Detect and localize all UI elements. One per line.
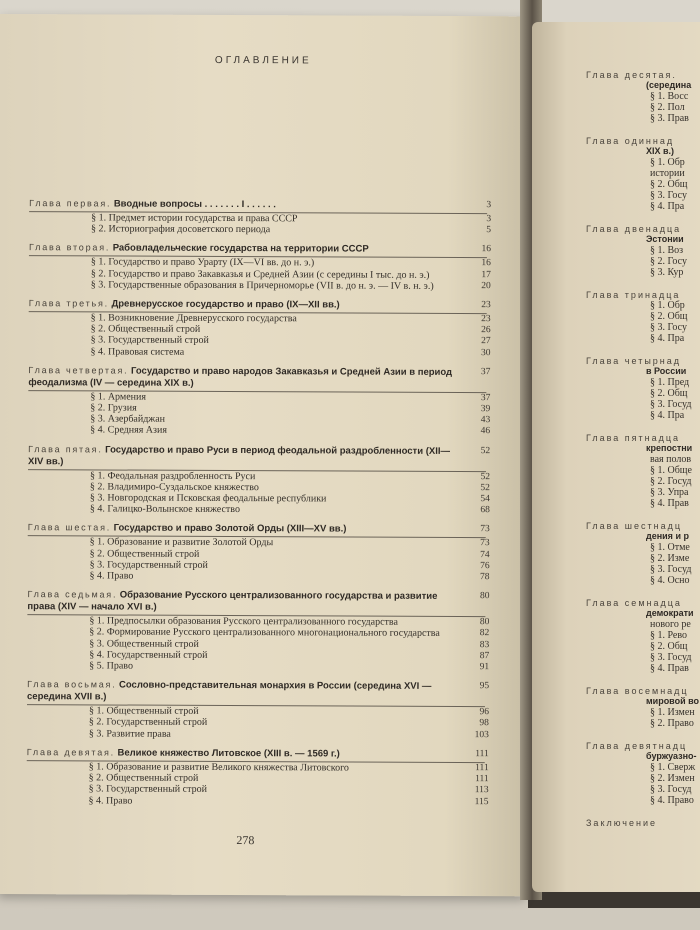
- section-title: § 1. Феодальная раздробленность Руси: [89, 470, 256, 482]
- section-title: § 2. Владимиро-Суздальское княжество: [89, 481, 259, 493]
- right-table-of-contents: [586, 70, 700, 840]
- chapter-block: [26, 746, 489, 808]
- section-row: [27, 660, 490, 673]
- section-page: 17: [481, 269, 491, 280]
- section-title: § 4. Галицко-Волынское княжество: [89, 503, 240, 516]
- section-page: 68: [480, 505, 490, 516]
- right-chapter-number: Глава четырнад: [586, 356, 682, 366]
- right-page: [532, 22, 700, 892]
- right-chapter-number: Заключение: [586, 818, 657, 828]
- section-title: § 3. Государственный строй: [90, 334, 209, 347]
- chapter-number: Глава восьмая.: [27, 679, 117, 690]
- section-title: § 1. Предпосылки образования Русского централизованного государства: [89, 615, 398, 629]
- section-title: § 3. Государственный строй: [88, 783, 207, 796]
- right-chapter-block: [586, 433, 700, 509]
- chapter-number: Глава первая.: [29, 198, 112, 209]
- right-chapter-block: [586, 521, 700, 586]
- right-section-row: § 3. Госу: [650, 190, 687, 201]
- section-title: § 1. Образование и развитие Золотой Орды: [89, 536, 274, 549]
- right-chapter-block: [586, 290, 700, 344]
- right-chapter-block: [586, 686, 700, 729]
- right-section-row: § 4. Пра: [650, 410, 685, 421]
- chapter-block: [27, 588, 490, 673]
- chapter-page: 37: [480, 366, 491, 377]
- right-section-row: § 1. Восс: [650, 91, 689, 102]
- right-section-row: § 2. Общ: [650, 388, 688, 399]
- right-chapter-title: в России: [646, 366, 687, 376]
- right-section-row: § 2. Общ: [650, 641, 688, 652]
- section-page: 26: [481, 325, 491, 336]
- section-title: § 2. Общественный строй: [88, 772, 199, 784]
- section-title: § 4. Средняя Азия: [90, 424, 167, 437]
- section-page: 52: [480, 471, 491, 482]
- right-section-row: § 2. Изме: [650, 553, 690, 564]
- section-page: 113: [474, 785, 489, 796]
- section-page: 73: [480, 538, 490, 549]
- section-row: [29, 279, 491, 292]
- section-page: 76: [480, 560, 490, 572]
- right-section-row: § 2. Пол: [650, 102, 685, 113]
- right-chapter-block: [586, 356, 700, 421]
- right-section-row: § 2. Госу: [650, 256, 687, 267]
- section-title: § 3. Азербайджан: [90, 413, 166, 425]
- section-title: § 1. Армения: [90, 391, 146, 403]
- right-section-row: § 4. Осно: [650, 575, 690, 586]
- section-title: § 2. Историография досоветского периода: [91, 223, 271, 236]
- section-title: § 3. Общественный строй: [89, 638, 199, 650]
- section-row: [27, 728, 489, 741]
- section-page: 37: [480, 392, 491, 403]
- chapter-page: 80: [479, 591, 490, 602]
- right-chapter-title: (середина: [646, 80, 692, 90]
- section-row: [27, 794, 489, 808]
- section-title: § 3. Новгородская и Псковская феодальные республики: [89, 492, 327, 505]
- section-page: 111: [475, 762, 489, 774]
- table-of-contents: [26, 197, 492, 815]
- right-chapter-number: Глава одиннад: [586, 136, 675, 146]
- section-title: § 2. Государственный строй: [88, 716, 208, 729]
- section-title: § 4. Право: [89, 570, 134, 582]
- section-title: § 4. Право: [88, 794, 133, 807]
- right-section-row: § 1. Рево: [650, 630, 688, 641]
- section-page: 27: [481, 336, 491, 347]
- section-page: 23: [481, 314, 491, 325]
- section-page: 115: [474, 796, 489, 807]
- right-chapter-number: Глава семнадца: [586, 598, 682, 608]
- section-page: 54: [480, 494, 490, 505]
- right-chapter-number: Глава восемнадц: [586, 686, 689, 696]
- right-chapter-title: мировой во: [646, 696, 700, 706]
- section-page: 74: [480, 549, 490, 560]
- right-chapter-title: демократи: [646, 608, 694, 618]
- section-page: 30: [481, 347, 491, 358]
- section-page: 98: [479, 718, 489, 729]
- right-section-row: § 3. Госуд: [650, 564, 692, 575]
- chapter-heading: [26, 678, 490, 705]
- section-page: 91: [479, 662, 490, 673]
- section-title: § 5. Право: [89, 660, 134, 672]
- chapter-title: Рабовладельческие государства на территории СССР: [112, 242, 369, 256]
- chapter-heading: [27, 588, 490, 615]
- right-section-row: § 2. Общ: [650, 179, 688, 190]
- right-chapter-title: XIX в.): [646, 146, 675, 156]
- chapter-title: Образование Русского централизованного государства и развитие права (XIV — начало XVI в.): [27, 589, 438, 613]
- chapter-page: 111: [475, 748, 489, 760]
- right-chapter-title: Эстонии: [646, 234, 684, 244]
- section-row: [28, 424, 491, 438]
- section-title: § 2. Государство и право Закавказья и Средней Азии (с середины I тыс. до н. э.): [90, 268, 430, 281]
- right-section-row: § 1. Обще: [650, 465, 692, 476]
- right-section-row: истории: [650, 168, 685, 179]
- chapter-title: Государство и право народов Закавказья и Средней Азии в период феодализма (IV — середина XIX в.): [28, 365, 453, 389]
- chapter-title: Великое княжество Литовское (XIII в. — 1569 г.): [117, 747, 340, 760]
- section-page: 3: [486, 214, 492, 225]
- chapter-number: Глава девятая.: [26, 747, 116, 758]
- right-chapter-number: Глава девятнадц: [586, 741, 688, 751]
- page-number: 278: [236, 833, 255, 848]
- section-row: [28, 503, 490, 516]
- chapter-heading: [26, 746, 489, 761]
- section-title: § 3. Развитие права: [88, 728, 171, 740]
- section-page: 43: [480, 415, 491, 426]
- right-chapter-block: [586, 70, 700, 124]
- chapter-block: [28, 364, 491, 438]
- chapter-number: Глава третья.: [28, 298, 109, 309]
- right-chapter-title: дения и р: [646, 531, 689, 541]
- section-page: 82: [479, 628, 490, 639]
- section-page: 16: [481, 258, 491, 269]
- chapter-block: [29, 197, 492, 236]
- right-chapter-title: крепостни: [646, 443, 693, 453]
- right-section-row: § 1. Сверж: [650, 762, 696, 773]
- chapter-heading: [28, 242, 491, 257]
- section-row: [29, 223, 492, 236]
- chapter-heading: [28, 364, 491, 391]
- section-page: 103: [474, 729, 489, 740]
- chapter-page: 23: [481, 300, 491, 311]
- section-page: 83: [479, 639, 490, 650]
- section-title: § 3. Государственные образования в Причерноморье (VII в. до н. э. — IV в. н. э.): [90, 279, 434, 292]
- chapter-page: 3: [486, 200, 492, 211]
- right-section-row: нового ре: [650, 619, 691, 630]
- chapter-heading: [28, 443, 491, 470]
- right-section-row: § 1. Измен: [650, 707, 695, 718]
- right-chapter-block: [586, 598, 700, 674]
- right-chapter-number: Глава шестнадц: [586, 521, 683, 531]
- section-row: [29, 346, 491, 359]
- section-title: § 1. Предмет истории государства и права СССР: [91, 212, 298, 225]
- chapter-number: Глава шестая.: [27, 522, 112, 533]
- chapter-page: 52: [480, 445, 491, 456]
- chapter-page: 95: [479, 681, 490, 692]
- chapter-number: Глава седьмая.: [27, 589, 118, 600]
- right-section-row: § 1. Обр: [650, 157, 685, 168]
- right-chapter-block: [586, 224, 700, 278]
- section-title: § 1. Общественный строй: [88, 705, 199, 718]
- section-title: § 1. Государство и право Урарту (IX—VI вв. до н. э.): [90, 256, 315, 269]
- section-page: 39: [480, 404, 491, 415]
- right-section-row: § 3. Упра: [650, 487, 689, 498]
- section-page: 80: [479, 617, 490, 628]
- right-section-row: § 2. Измен: [650, 773, 695, 784]
- chapter-number: Глава пятая.: [28, 443, 103, 455]
- right-section-row: § 4. Прав: [650, 498, 689, 509]
- right-chapter-number: Глава тринадца: [586, 290, 681, 300]
- right-section-row: § 3. Госуд: [650, 784, 692, 795]
- section-title: § 1. Образование и развитие Великого княжества Литовского: [88, 761, 349, 774]
- chapter-block: [28, 242, 491, 293]
- right-section-row: § 3. Госуд: [650, 399, 692, 410]
- chapter-title: Государство и право Руси в период феодальной раздробленности (XII—XIV вв.): [28, 444, 451, 467]
- right-section-row: § 3. Прав: [650, 113, 689, 124]
- right-section-row: § 2. Общ: [650, 311, 688, 322]
- right-chapter-number: Глава пятнадца: [586, 433, 681, 443]
- chapter-block: [27, 522, 490, 584]
- right-section-row: § 3. Кур: [650, 267, 684, 278]
- section-title: § 2. Формирование Русского централизованного многонационального государства: [89, 626, 440, 640]
- chapter-title: Вводные вопросы . . . . . . . I . . . . . .: [113, 198, 276, 211]
- chapter-page: 73: [480, 524, 490, 535]
- right-chapter-number: Глава десятая.: [586, 70, 677, 80]
- right-chapter-title: буржуазно-: [646, 751, 697, 761]
- right-section-row: § 4. Пра: [650, 333, 685, 344]
- section-page: 52: [480, 482, 490, 493]
- chapter-title: Древнерусское государство и право (IX—XII вв.): [111, 298, 340, 311]
- left-page: [0, 14, 527, 896]
- right-section-row: § 2. Право: [650, 718, 694, 729]
- right-chapter-block: [586, 741, 700, 806]
- chapter-number: Глава четвертая.: [28, 364, 129, 376]
- right-chapter-block: [586, 136, 700, 212]
- chapter-block: [28, 297, 491, 359]
- chapter-heading: [29, 197, 492, 212]
- section-title: § 3. Государственный строй: [89, 559, 208, 571]
- right-section-row: вая полов: [650, 454, 692, 465]
- section-page: 78: [480, 572, 490, 583]
- section-title: § 2. Общественный строй: [89, 548, 200, 560]
- right-section-row: § 1. Обр: [650, 300, 685, 311]
- chapter-number: Глава вторая.: [28, 242, 111, 253]
- page-title: ОГЛАВЛЕНИЕ: [214, 54, 312, 67]
- right-chapter-block: [586, 818, 700, 828]
- section-title: § 4. Правовая система: [90, 346, 185, 358]
- chapter-heading: [28, 297, 491, 312]
- section-page: 111: [475, 774, 489, 785]
- chapter-title: Сословно-представительная монархия в России (середина XVI — середина XVII в.): [26, 679, 432, 703]
- section-page: 20: [481, 280, 491, 291]
- right-chapter-number: Глава двенадца: [586, 224, 682, 234]
- section-title: § 2. Общественный строй: [90, 323, 201, 336]
- chapter-block: [26, 678, 490, 741]
- right-section-row: § 4. Прав: [650, 663, 689, 674]
- right-section-row: § 1. Пред: [650, 377, 690, 388]
- right-section-row: § 4. Пра: [650, 201, 685, 212]
- chapter-block: [28, 443, 491, 517]
- section-row: [28, 570, 490, 583]
- section-title: § 4. Государственный строй: [89, 649, 208, 661]
- right-section-row: § 3. Госуд: [650, 652, 692, 663]
- section-title: § 1. Возникновение Древнерусского государства: [90, 312, 297, 325]
- section-page: 5: [486, 225, 492, 236]
- chapter-heading: [27, 522, 490, 537]
- section-title: § 2. Грузия: [90, 402, 137, 414]
- right-section-row: § 1. Отме: [650, 542, 690, 553]
- right-section-row: § 3. Госу: [650, 322, 687, 333]
- chapter-page: 16: [481, 244, 491, 255]
- section-page: 96: [479, 707, 489, 718]
- section-page: 87: [479, 650, 490, 662]
- section-page: 46: [480, 426, 491, 437]
- right-section-row: § 2. Госуд: [650, 476, 692, 487]
- chapter-title: Государство и право Золотой Орды (XIII—XV вв.): [113, 522, 347, 535]
- right-section-row: § 1. Воз: [650, 245, 684, 256]
- right-section-row: § 4. Право: [650, 795, 694, 806]
